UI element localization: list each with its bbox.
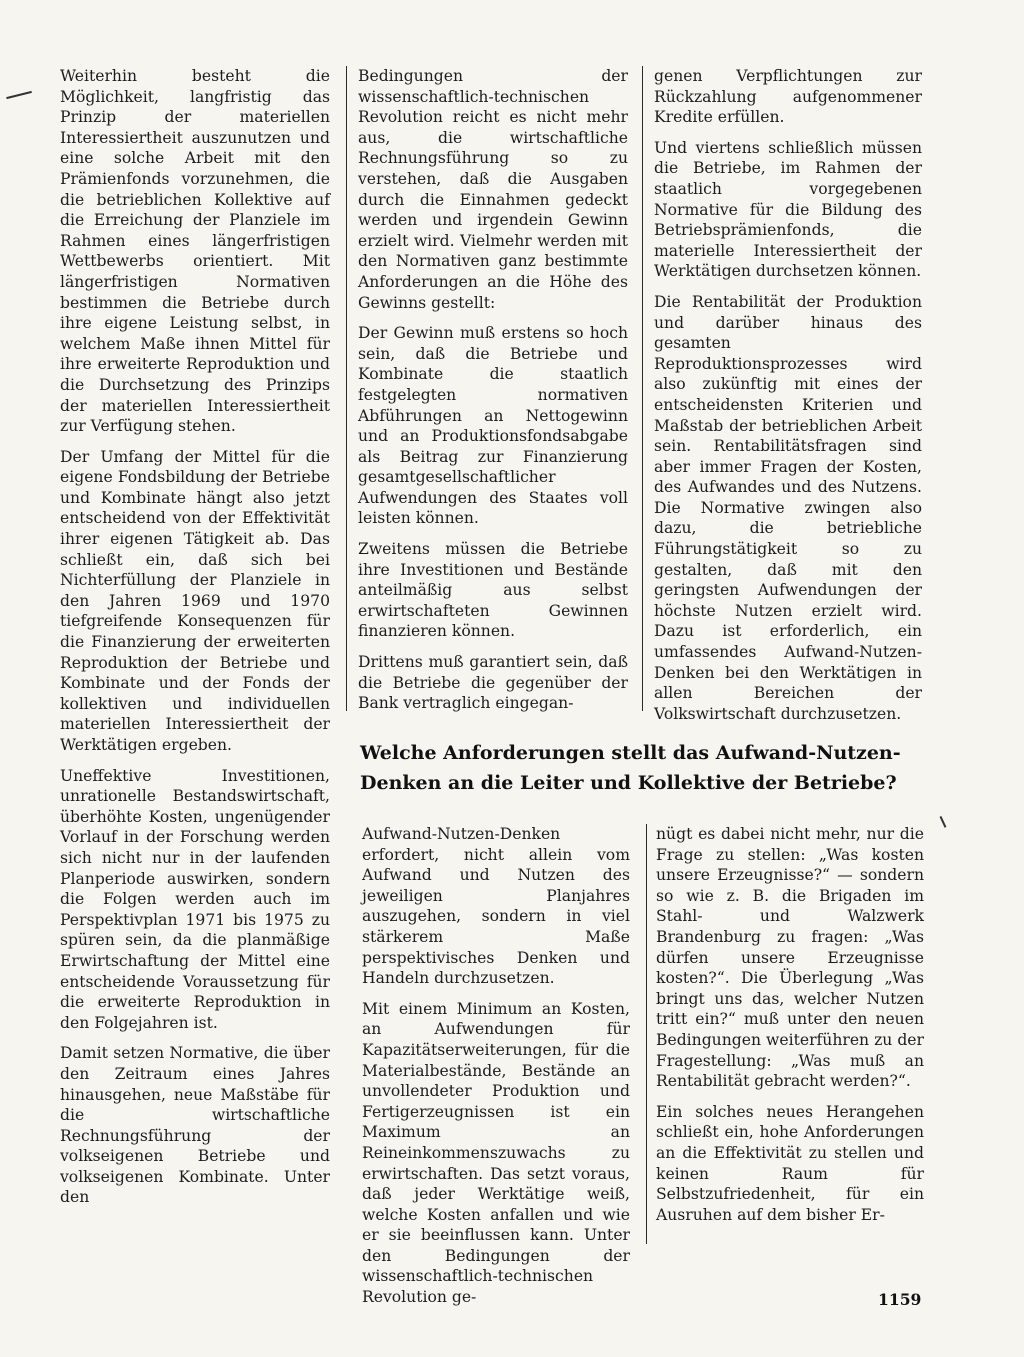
paragraph: Bedingungen der wissenschaftlich-technischen Revolution reicht es nicht mehr aus, die wirtschaftliche Rechnungsführung so zu verstehen, daß die Ausgaben durch die Einnahmen gedeckt werden und irgendein Gewinn erzielt wird. Vielmehr werden mit den Normativen ganz bestimmte Anforderungen an die Höhe des Gewinns gestellt: bbox=[358, 67, 628, 312]
margin-mark bbox=[6, 91, 32, 99]
paragraph: Die Rentabilität der Produktion und darüber hinaus des gesamten Reproduktionsprozesses wird also zukünftig mit eines der entscheidensten Kriterien und Maßstab der betrieblichen Arbeit sein. Rentabilitätsfragen sind aber immer Fragen der Kosten, des Aufwandes und des Nutzens. Die Normative zwingen also dazu, die betriebliche Führungstätigkeit so zu gestalten, daß mit den geringsten Aufwendungen der höchste Nutzen erzielt wird. Dazu ist erforderlich, ein umfassendes Aufwand-Nutzen-Denken bei den Werktätigen in allen Bereichen der Volkswirtschaft durchzusetzen. bbox=[654, 292, 922, 723]
text-column-5 bbox=[656, 824, 924, 1225]
paragraph: Damit setzen Normative, die über den Zeitraum eines Jahres hinausgehen, neue Maßstäbe für die wirtschaftliche Rechnungsführung der volkseigenen Betriebe und volkseigenen Kombinate. Unter den bbox=[60, 1044, 330, 1207]
paragraph: Weiterhin besteht die Möglichkeit, langfristig das Prinzip der materiellen Interessiertheit auszunutzen und eine solche Arbeit mit den Prämienfonds vorzunehmen, die die betrieblichen Kollektive auf die Erreichung der Planziele im Rahmen eines längerfristigen Wettbewerbs orientiert. Mit längerfristigen Normativen bestimmen die Betriebe durch ihre eigene Leistung selbst, in welchem Maße ihnen Mittel für ihre erweiterte Reproduktion und die Durchsetzung des Prinzips der materiellen Interessiertheit zur Verfügung stehen. bbox=[60, 67, 330, 436]
paragraph: Drittens muß garantiert sein, daß die Betriebe die gegenüber der Bank vertraglich eingegan- bbox=[358, 653, 628, 713]
paragraph: Und viertens schließlich müssen die Betriebe, im Rahmen der staatlich vorgegebenen Normative für die Bildung des Betriebsprämienfonds, die materielle Interessiertheit der Werktätigen durchsetzen können. bbox=[654, 138, 922, 281]
paragraph: genen Verpflichtungen zur Rückzahlung aufgenommener Kredite erfüllen. bbox=[654, 67, 922, 127]
paragraph: Uneffektive Investitionen, unrationelle Bestandswirtschaft, überhöhte Kosten, ungenügender Vorlauf in der Forschung werden sich nicht nur in der laufenden Planperiode auswirken, sondern die Folgen werden auch im Perspektivplan 1971 bis 1975 zu spüren sein, da die planmäßige Erwirtschaftung der Mittel eine entscheidende Voraussetzung für die erweiterte Reproduktion in den Folgejahren ist. bbox=[60, 766, 330, 1032]
paragraph: Mit einem Minimum an Kosten, an Aufwendungen für Kapazitätserweiterungen, für die Materialbestände, Bestände an unvollendeter Produktion und Fertigerzeugnissen ist ein Maximum an Reineinkommenszuwachs zu erwirtschaften. Das setzt voraus, daß jeder Werktätige weiß, welche Kosten anfallen und wie er sie beeinflussen kann. Unter den Bedingungen der wissenschaftlich-technischen Revolution ge- bbox=[362, 999, 630, 1307]
paragraph: Zweitens müssen die Betriebe ihre Investitionen und Bestände anteilmäßig aus selbst erwirtschafteten Gewinnen finanzieren können. bbox=[358, 540, 628, 641]
column-divider bbox=[646, 824, 647, 1244]
text-column-1 bbox=[60, 66, 330, 1208]
margin-mark bbox=[940, 816, 946, 828]
paragraph: Ein solches neues Herangehen schließt ein, hohe Anforderungen an die Effektivität zu stellen und keinen Raum für Selbstzufriedenheit, für ein Ausruhen auf dem bisher Er- bbox=[656, 1102, 924, 1224]
page-number: 1159 bbox=[878, 1290, 922, 1309]
text-column-3 bbox=[654, 66, 922, 724]
column-divider bbox=[642, 66, 643, 711]
text-column-4 bbox=[362, 824, 630, 1308]
section-heading: Welche Anforderungen stellt das Aufwand-Nutzen-Denken an die Leiter und Kollektive der Betriebe? bbox=[360, 742, 901, 794]
paragraph: Der Umfang der Mittel für die eigene Fondsbildung der Betriebe und Kombinate hängt also jetzt entscheidend von der Effektivität ihrer eigenen Tätigkeit ab. Das schließt ein, daß sich bei Nichterfüllung der Planziele in den Jahren 1969 und 1970 tiefgreifende Konsequenzen für die Finanzierung der erweiterten Reproduktion der Betriebe und Kombinate und der Fonds der kollektiven und individuellen materiellen Interessiertheit der Werktätigen ergeben. bbox=[60, 447, 330, 754]
paragraph: Aufwand-Nutzen-Denken erfordert, nicht allein vom Aufwand und Nutzen des jeweiligen Planjahres auszugehen, sondern in viel stärkerem Maße perspektivisches Denken und Handeln durchzusetzen. bbox=[362, 825, 630, 988]
column-divider bbox=[346, 66, 347, 711]
paragraph: nügt es dabei nicht mehr, nur die Frage zu stellen: „Was kosten unsere Erzeugnisse?“ — sondern so wie z. B. die Brigaden im Stahl- und Walzwerk Brandenburg zu fragen: „Was dürfen unsere Erzeugnisse kosten?“. Die Überlegung „Was bringt uns das, welcher Nutzen tritt ein?“ muß unter den neuen Bedingungen weiterführen zu der Fragestellung: „Was muß an Rentabilität gebracht werden?“. bbox=[656, 825, 924, 1091]
paragraph: Der Gewinn muß erstens so hoch sein, daß die Betriebe und Kombinate die staatlich festgelegten normativen Abführungen an Nettogewinn und an Produktionsfondsabgabe als Beitrag zur Finanzierung gesamtgesellschaftlicher Aufwendungen des Staates voll leisten können. bbox=[358, 324, 628, 528]
text-column-2 bbox=[358, 66, 628, 714]
